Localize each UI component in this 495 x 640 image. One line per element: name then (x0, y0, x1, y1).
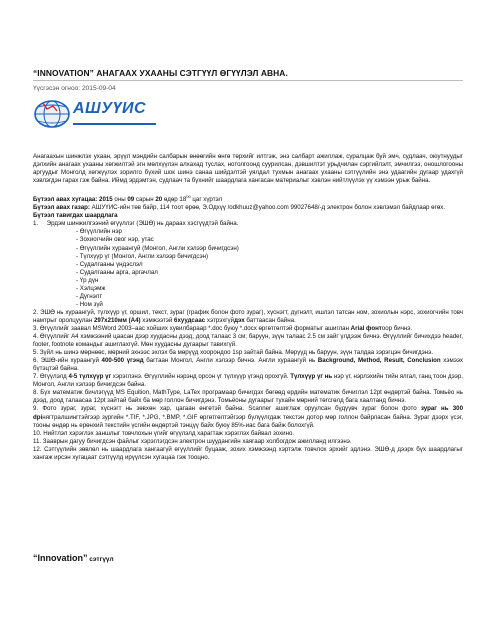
requirement-item: 2. ЭШӨ нь хураангуй, түлхүүр үг, оршил, текст, зураг (график болон фото зураг), хүснэгт, дүгнэлт, ишлэл татсан ном, зохиолын нэрс, зохиогчийн товч намтрыг оролцуулан 297x210мм (А4) хэмжээтэй 6хуудсаас хэтрэхгүйдэх баттаасан байна. (33, 308, 463, 324)
list-item: - Хэлцэмж (76, 284, 106, 292)
title-divider (33, 80, 463, 81)
requirement-item: 4. Өгүүллийг А4 хэмжээний цаасан дээр хуудасны дээд, доод талаас 3 см; баруун, зүүн талаас 2.5 см зайг үлдээж бичнэ. Өгүүллийг бичихдээ header, footer, footnote командыг ашиглахгүй. Мөн хуудасны дугаарыг тавихгүй. (33, 333, 463, 349)
page-title: “INNOVATION” АНАГААХ УХААНЫ СЭТГҮҮЛ ӨГҮҮЛЭЛ АВНА. (33, 68, 288, 78)
section-list (33, 228, 463, 308)
deadline-label: Бүтээл авах хугацаа: (33, 196, 98, 204)
list-item: - Ном зүй (76, 300, 103, 308)
logo-underline (73, 123, 156, 125)
requirement-item: 9. Фото зураг, зураг, хүснэгт нь зөвхөн хар, цагаан өнгөтэй байна. Scanner ашиглаж оруулсан бүдүүвч зураг болон фото зураг нь 300 dpiнягтралшингтэйгээр зургийн *.TIF, *.JPG, *.BMP, *.GIF өргөтгөлтэйгээр бүлүүлгдаж текстэн дотор мөр голлон байрласан байна. Зураг дээрх үсэг, тооны өндөр нь ерөнхий текстийн үсгийн өндөртэй тэнцүү байх буюу 85%-иас бага байж болохгүй. (33, 405, 463, 429)
published-date: Үүсгэсэн огноо: 2015-09-04 (33, 85, 116, 92)
article-body (33, 153, 463, 462)
list-item: - Зохиогчийн овог нэр, утас (76, 236, 154, 244)
deadline-line: Бүтээл авах хугацаа: 2015 оны 09 сарын 20 өдөр $18^{00}$ цаг хүртэл (33, 194, 223, 204)
list-item: - Өгүүллийн хураангуй (Монгол, Англи хэлээр бичигдсэн) (76, 244, 239, 252)
requirement-item: 1. Эрдэм шинжилгээний өгүүллэг (ЭШӨ) нь дараах хэсгүүдтэй байна. (33, 220, 239, 228)
footer-heading: “Innovation” сэтгүүл (33, 553, 114, 563)
requirements-heading: Бүтээл тавигдах шаардлага (33, 212, 118, 220)
list-item: - Дүгнэлт (76, 292, 103, 300)
list-item: - Судалгааны үндэслэл (76, 260, 143, 268)
list-item: - Үр дүн (76, 276, 99, 284)
university-logo (33, 98, 160, 130)
requirement-item: 5. Зүйл нь шинэ мөрнөөс, мөрний эхнээс эхлэх ба мөрүүд хоорондоо 1sp зайтай байна. Мөрүүд нь баруун, зүүн талдаа зэрэгцэн бичигдэнэ. (33, 349, 433, 357)
address-line: Бүтээл авах газар: АШУҮИС-ийн төв байр, 114 тоот өрөө, Э.Одхүү /odkhuuz@yahoo.com 99027648/-д электрон болон хэвлэмэл байдлаар өгөх. (33, 204, 446, 212)
requirement-item: 11. Зааврын дагуу бичигдсэн файлыг хэрэглэгдсэн электрон шуудангийн хаягаар холбогдож ажилланд илгээнэ. (33, 437, 352, 445)
list-item: - Түлхүүр үг (Монгол, Англи хэлээр бичигдсэн) (76, 252, 209, 260)
address-label: Бүтээл авах газар: (33, 204, 90, 212)
list-item: - Судалгааны арга, аргачлал (76, 268, 158, 276)
globe-emblem-icon (33, 99, 71, 129)
intro-paragraph: Анагаахын шинжлэх ухаан, эрүүл мэндийн салбарын өнөөгийн өнгө төрхийг илтгэж, энэ салбарт ажиллаж, суралцаж буй эмч, судлаач, оюутнуудыг дэлхийн анагаах ухааны хөгжилтэй эгн мөлхүүлэн алхахад туслах, нотолгоонд суурилсан, дэвшилтэт урьдчилан сэргийлэлт, эмчилгээ, оношлогооны аргуудыг Монголд хөгжүүлэх зорилго бүхий шок шинэ санаа шийдэлтэй уялдал тухмын анагаах ухааны сэтгүүлийн энэ удаагийн дугаар удахгүй хэвлэгдэн гарах гэж байна. Иймд эрдэмтэн, судлаач та бүхнийг шаардлага хангасан материалыг хэвлэн нийтлүүлэх үү хэмээн урьж байна. (33, 153, 463, 185)
requirement-item: 6. ЭШӨ-ийн хураангуй 400-500 үгэнд багтаан Монгол, Англи хэлээр бичнэ. Англи хураангуй нь Background, Method, Result, Conclusion хэмээх бүтэцтэй байна. (33, 357, 463, 373)
requirement-item: 10. Нийтлэл хэрэглэх заншлыг товчлохын үгийг өгүүлэлд харагтаж хэрэглэх байвал зохино. (33, 429, 295, 437)
requirement-item: 3. Өгүүллийг заавал MSWord 2003–аас хойших хувилбараар *.doc буюу *.docx өргөтгөлтэй форматыг ашиглан Arial фонтоор бичнэ. (33, 324, 413, 332)
requirement-item: 8. Бүх математик бичлэгүүд MS Equition, MathType, LaTex програмаар бичигдэх бөгөөд ердийн математик бичиглэл 12pt өндөртэй байна. Томьёо нь дээд, доод талаасаа 12pt зайтай байх ба мөр голлон бичигдэнэ. Томьёоны дугаарыг тухайн мөрний төгсгөлд бага хаалтанд бичнэ. (33, 389, 463, 405)
list-item: - Өгүүллийн нэр (76, 228, 122, 236)
requirement-item: 12. Сэтгүүлийн зөвлөл нь шаардлага хангаагүй өгүүллийг буцааж, зохих хэмжээнд хэртэлж товчлох эрхийг эдлэнэ. ЭШӨ-д дээрх бүх шаардлагыг хангаж ирсэн хугацаат сэтгүүлд ирүүлсэн хугацаа гэж тооцно. (33, 445, 463, 461)
logo-wordmark: АШУҮИС (73, 100, 147, 117)
requirement-item: 7. Өгүүлэлд 4-5 түлхүүр үг хэрэглэнэ. Өгүүллийн нэрэнд орсон үг түлхүүр үгэнд орохгүй. Түлхүүр үг нь нэр үг, нэрлэхийн тийн ялгал, ганц тоон дээр, Монгол, Англи хэлээр бичигдсэн байна. (33, 373, 464, 389)
